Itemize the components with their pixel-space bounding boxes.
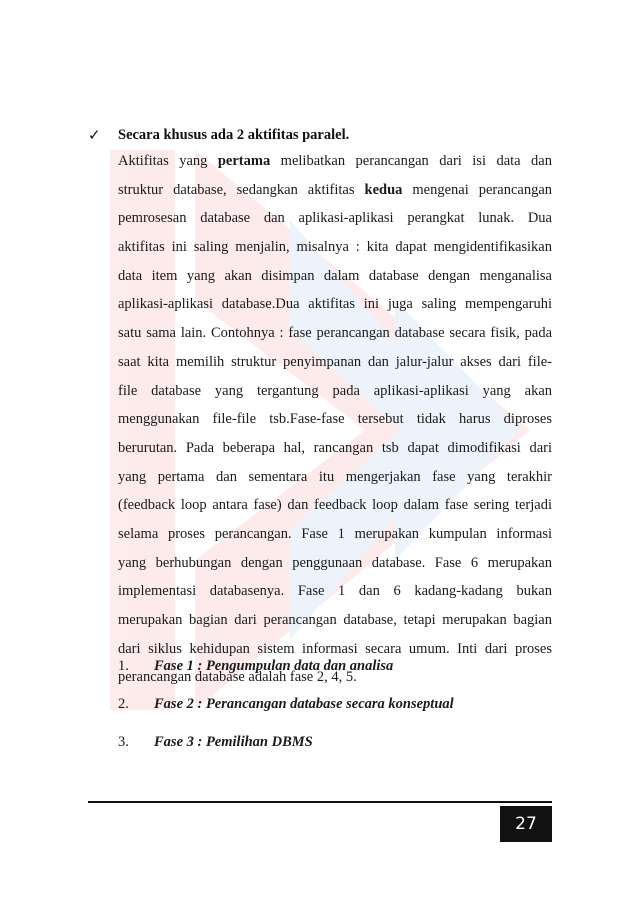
- text-run: implementasi databasenya. Fase 1 dan 6 kadang-kadang bukan: [118, 583, 552, 600]
- paragraph-line: [118, 549, 552, 578]
- text-run: pemrosesan database dan aplikasi-aplikasi perangkat lunak. Dua: [118, 210, 552, 227]
- text-run: aplikasi-aplikasi database.Dua aktifitas ini juga saling mempengaruhi: [118, 296, 552, 313]
- text-run: aktifitas ini saling menjalin, misalnya : kita dapat mengidentifikasikan: [118, 239, 552, 256]
- paragraph-line: [118, 434, 552, 463]
- body-paragraph: [118, 147, 552, 692]
- phase-item: [118, 731, 558, 769]
- paragraph-line: [118, 233, 552, 262]
- phase-number: 3.: [118, 734, 129, 750]
- bold-term: pertama: [217, 153, 271, 169]
- paragraph-line: [118, 176, 552, 205]
- text-run: dari siklus kehidupan sistem informasi secara umum. Inti dari proses: [118, 640, 552, 657]
- page-number: 27: [500, 806, 552, 842]
- phase-item: [118, 693, 558, 731]
- text-run: perancangan database adalah fase 2, 4, 5.: [118, 669, 357, 686]
- paragraph-line: [118, 377, 552, 406]
- paragraph-line: [118, 606, 552, 635]
- paragraph-line: [118, 262, 552, 291]
- text-run: saat kita memilih struktur penyimpanan dan jalur-jalur akses dari file-: [118, 353, 552, 370]
- phase-title: Fase 1 : Pengumpulan data dan analisa: [154, 658, 394, 674]
- paragraph-line: [118, 491, 552, 520]
- paragraph-line: [118, 577, 552, 606]
- text-run: file database yang tergantung pada aplikasi-aplikasi yang akan: [118, 382, 552, 399]
- text-run: (feedback loop antara fase) dan feedback loop dalam fase sering terjadi: [118, 497, 552, 514]
- paragraph-line: [118, 204, 552, 233]
- phase-title: Fase 3 : Pemilihan DBMS: [154, 734, 313, 750]
- phase-item: [118, 655, 558, 693]
- text-run: yang berhubungan dengan penggunaan database. Fase 6 merupakan: [118, 554, 552, 571]
- paragraph-line: [118, 463, 552, 492]
- text-run: mengenai perancangan: [402, 181, 553, 198]
- text-run: melibatkan perancangan dari isi data dan: [270, 153, 552, 169]
- paragraph-line: [118, 319, 552, 348]
- section-heading-row: [88, 124, 558, 146]
- phase-number: 2.: [118, 696, 129, 712]
- section-heading: Secara khusus ada 2 aktifitas paralel.: [118, 127, 350, 143]
- paragraph-line: [118, 520, 552, 549]
- text-run: yang pertama dan sementara itu mengerjakan fase yang terakhir: [118, 468, 552, 485]
- text-run: menggunakan file-file tsb.Fase-fase tersebut tidak harus diproses: [118, 411, 552, 428]
- text-run: Aktifitas yang: [118, 153, 218, 169]
- phase-title: Fase 2 : Perancangan database secara konseptual: [154, 696, 454, 712]
- checkmark-icon: ✓: [88, 126, 101, 144]
- text-run: data item yang akan disimpan dalam database dengan menganalisa: [118, 267, 552, 284]
- text-run: struktur database, sedangkan aktifitas: [118, 181, 365, 198]
- text-run: merupakan bagian dari perancangan database, tetapi merupakan bagian: [118, 612, 552, 628]
- bold-term: kedua: [364, 181, 403, 198]
- paragraph-line: [118, 147, 552, 176]
- text-run: selama proses perancangan. Fase 1 merupakan kumpulan informasi: [118, 525, 552, 542]
- paragraph-line: [118, 290, 552, 319]
- phase-number: 1.: [118, 658, 129, 674]
- footer-rule: [88, 801, 552, 803]
- text-run: berurutan. Pada beberapa hal, rancangan tsb dapat dimodifikasi dari: [118, 439, 552, 456]
- text-run: satu sama lain. Contohnya : fase perancangan database secara fisik, pada: [118, 325, 552, 342]
- phase-list: [118, 655, 558, 769]
- paragraph-line: [118, 405, 552, 434]
- paragraph-line: [118, 348, 552, 377]
